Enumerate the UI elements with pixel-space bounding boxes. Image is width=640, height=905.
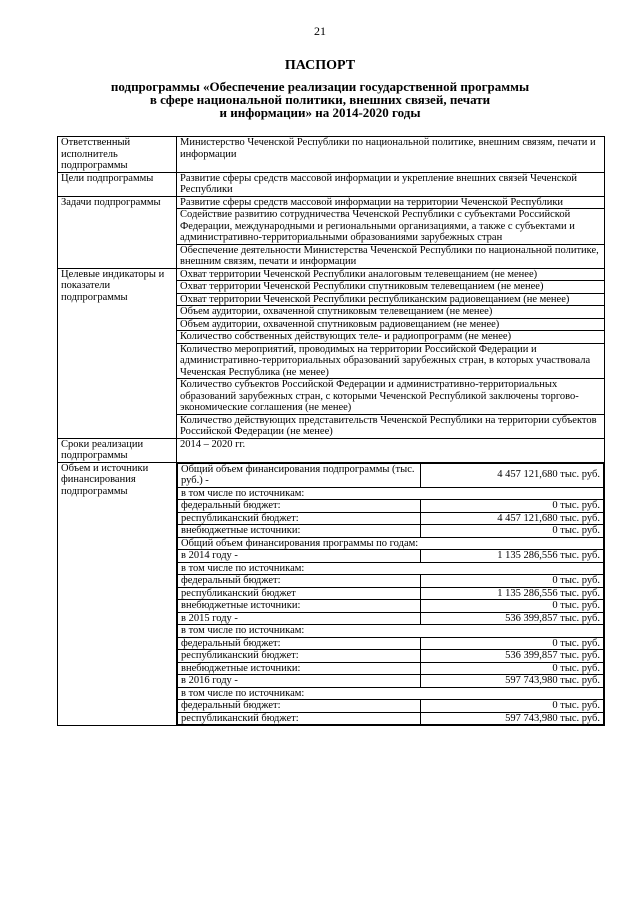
funding-amount: 4 457 121,680 тыс. руб. <box>420 512 603 525</box>
indicator-item: Охват территории Чеченской Республики спутниковым телевещанием (не менее) <box>177 281 605 294</box>
row-terms <box>58 438 605 462</box>
indicator-item: Объем аудитории, охваченной спутниковым радиовещанием (не менее) <box>177 318 605 331</box>
funding-amount: 0 тыс. руб. <box>420 600 603 613</box>
document-subtitle <box>0 80 640 119</box>
funding-line <box>178 500 604 513</box>
funding-label: республиканский бюджет: <box>178 512 421 525</box>
page-number: 21 <box>314 24 326 38</box>
funding-label: федеральный бюджет: <box>178 637 421 650</box>
funding-line <box>178 562 604 575</box>
funding-amount: 4 457 121,680 тыс. руб. <box>420 463 603 487</box>
funding-cell <box>177 462 605 726</box>
funding-label: федеральный бюджет: <box>178 700 421 713</box>
row-responsible <box>58 137 605 173</box>
funding-label: в том числе по источникам: <box>178 687 604 700</box>
funding-amount: 1 135 286,556 тыс. руб. <box>420 550 603 563</box>
funding-line <box>178 512 604 525</box>
funding-label: в 2014 году - <box>178 550 421 563</box>
indicator-item: Количество собственных действующих теле- и радиопрограмм (не менее) <box>177 331 605 344</box>
funding-amount: 0 тыс. руб. <box>420 575 603 588</box>
row-tasks <box>58 196 605 209</box>
funding-line <box>178 575 604 588</box>
document-title: ПАСПОРТ <box>284 58 356 73</box>
funding-label: внебюджетные источники: <box>178 662 421 675</box>
funding-amount: 597 743,980 тыс. руб. <box>420 675 603 688</box>
indicator-item: Объем аудитории, охваченной спутниковым телевещанием (не менее) <box>177 306 605 319</box>
label-responsible: Ответственный исполнитель подпрограммы <box>58 137 177 173</box>
funding-amount: 0 тыс. руб. <box>420 662 603 675</box>
label-terms: Сроки реализации подпрограммы <box>58 438 177 462</box>
funding-line <box>178 650 604 663</box>
funding-line <box>178 463 604 487</box>
funding-label: в том числе по источникам: <box>178 487 604 500</box>
funding-table <box>177 463 604 726</box>
funding-amount: 0 тыс. руб. <box>420 525 603 538</box>
indicator-item: Количество субъектов Российской Федерации и административно-территориальных образований зарубежных стран, с которыми Чеченской Республикой заключены торгово-экономические соглашения (не менее) <box>177 379 605 415</box>
indicator-item: Количество действующих представительств Чеченской Республики на территории субъектов Российской Федерации (не менее) <box>177 414 605 438</box>
funding-line <box>178 487 604 500</box>
value-terms: 2014 – 2020 гг. <box>177 438 605 462</box>
funding-line <box>178 537 604 550</box>
funding-line <box>178 587 604 600</box>
passport-table <box>57 136 605 726</box>
funding-label: в 2016 году - <box>178 675 421 688</box>
funding-amount: 536 399,857 тыс. руб. <box>420 612 603 625</box>
funding-label: федеральный бюджет: <box>178 575 421 588</box>
funding-line <box>178 675 604 688</box>
funding-amount: 1 135 286,556 тыс. руб. <box>420 587 603 600</box>
funding-line <box>178 687 604 700</box>
label-tasks: Задачи подпрограммы <box>58 196 177 268</box>
row-indicators <box>58 268 605 281</box>
subtitle-line: в сфере национальной политики, внешних связей, печати <box>149 92 491 107</box>
funding-line <box>178 612 604 625</box>
funding-amount: 0 тыс. руб. <box>420 637 603 650</box>
value-responsible: Министерство Чеченской Республики по национальной политике, внешним связям, печати и информации <box>177 137 605 173</box>
indicator-item: Охват территории Чеченской Республики аналоговым телевещанием (не менее) <box>177 268 605 281</box>
funding-line <box>178 662 604 675</box>
funding-line <box>178 700 604 713</box>
funding-line <box>178 712 604 725</box>
funding-label: в том числе по источникам: <box>178 625 604 638</box>
funding-amount: 597 743,980 тыс. руб. <box>420 712 603 725</box>
funding-label: республиканский бюджет <box>178 587 421 600</box>
funding-label: федеральный бюджет: <box>178 500 421 513</box>
label-goals: Цели подпрограммы <box>58 172 177 196</box>
funding-line <box>178 625 604 638</box>
funding-label: Общий объем финансирования подпрограммы (тыс. руб.) - <box>178 463 421 487</box>
label-indicators: Целевые индикаторы и показатели подпрограммы <box>58 268 177 438</box>
task-item: Содействие развитию сотрудничества Чеченской Республики с субъектами Российской Федерации, международными и региональными организациями, а также с субъектами и административно-территориальными образованиями зарубежных стран <box>177 209 605 245</box>
funding-label: в том числе по источникам: <box>178 562 604 575</box>
funding-label: внебюджетные источники: <box>178 600 421 613</box>
task-item: Развитие сферы средств массовой информации на территории Чеченской Республики <box>177 196 605 209</box>
subtitle-line: подпрограммы «Обеспечение реализации государственной программы <box>110 79 530 94</box>
funding-line <box>178 525 604 538</box>
subtitle-line: и информации» на 2014-2020 годы <box>219 105 421 120</box>
value-goals: Развитие сферы средств массовой информации и укрепление внешних связей Чеченской Республики <box>177 172 605 196</box>
funding-label: республиканский бюджет: <box>178 650 421 663</box>
funding-label: республиканский бюджет: <box>178 712 421 725</box>
label-funding: Объем и источники финансирования подпрограммы <box>58 462 177 726</box>
row-goals <box>58 172 605 196</box>
row-funding <box>58 462 605 726</box>
funding-line <box>178 550 604 563</box>
funding-line <box>178 600 604 613</box>
funding-amount: 536 399,857 тыс. руб. <box>420 650 603 663</box>
funding-label: внебюджетные источники: <box>178 525 421 538</box>
indicator-item: Количество мероприятий, проводимых на территории Российской Федерации и административно-территориальных образований зарубежных стран, в которых участвовала Чеченская Республика (не менее) <box>177 343 605 379</box>
indicator-item: Охват территории Чеченской Республики республиканским радиовещанием (не менее) <box>177 293 605 306</box>
funding-amount: 0 тыс. руб. <box>420 500 603 513</box>
funding-label: Общий объем финансирования программы по годам: <box>178 537 604 550</box>
task-item: Обеспечение деятельности Министерства Чеченской Республики по национальной политике, внешним связям, печати и информации <box>177 244 605 268</box>
funding-line <box>178 637 604 650</box>
funding-label: в 2015 году - <box>178 612 421 625</box>
funding-amount: 0 тыс. руб. <box>420 700 603 713</box>
